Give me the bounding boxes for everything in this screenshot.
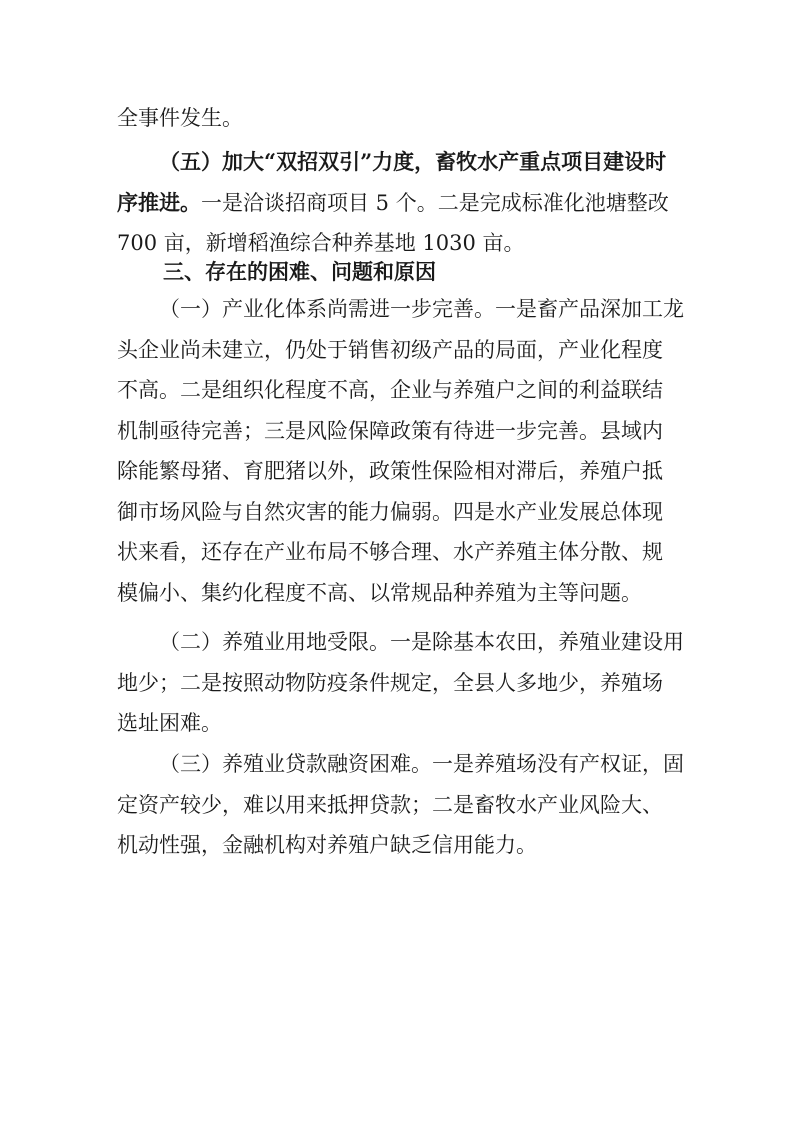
text-line: 机制亟待完善；三是风险保障政策有待进一步完善。县域内: [117, 418, 663, 443]
text-line: 机动性强，金融机构对养殖户缺乏信用能力。: [117, 833, 537, 857]
text-line: 头企业尚未建立，仍处于销售初级产品的局面，产业化程度: [117, 337, 663, 362]
paragraph-item-two: [117, 622, 684, 744]
text-line: （一）产业化体系尚需进一步完善。一是畜产品深加工龙: [159, 297, 684, 321]
section-five-line-2-text: 一是洽谈招商项目 5 个。二是完成标准化池塘整改: [201, 190, 669, 215]
paragraph-item-three: [117, 744, 684, 866]
text-line: 定资产较少，难以用来抵押贷款；二是畜牧水产业风险大、: [117, 792, 663, 817]
text-line: （二）养殖业用地受限。一是除基本农田，养殖业建设用: [159, 630, 684, 654]
text-line: 除能繁母猪、育肥猪以外，政策性保险相对滞后，养殖户抵: [117, 459, 663, 483]
section-five-heading-line: （五）加大“双招双引”力度，畜牧水产重点项目建设时: [159, 149, 667, 174]
text-line: 全事件发生。: [117, 106, 243, 130]
section-five-line-2: [117, 183, 677, 224]
section-five-line-3: 700 亩，新增稻渔综合种养基地 1030 亩。: [117, 231, 525, 255]
text-line: 选址困难。: [117, 711, 222, 735]
text-line: 不高。二是组织化程度不高，企业与养殖户之间的利益联结: [117, 378, 663, 402]
paragraph-section-five: [117, 142, 677, 264]
text-line: 御市场风险与自然灾害的能力偏弱。四是水产业发展总体现: [117, 499, 663, 524]
text-line: 地少；二是按照动物防疫条件规定，全县人多地少，养殖场: [117, 670, 663, 695]
text-line: 模偏小、集约化程度不高、以常规品种养殖为主等问题。: [117, 580, 642, 605]
paragraph-continuation: [117, 98, 677, 139]
paragraph-item-one: [117, 289, 684, 613]
section-five-heading-tail: 序推进。: [117, 189, 201, 215]
text-line: 状来看，还存在产业布局不够合理、水产养殖主体分散、规: [117, 540, 663, 564]
text-line: （三）养殖业贷款融资困难。一是养殖场没有产权证，固: [159, 752, 684, 776]
section-heading-three: 三、存在的困难、问题和原因: [163, 259, 436, 284]
